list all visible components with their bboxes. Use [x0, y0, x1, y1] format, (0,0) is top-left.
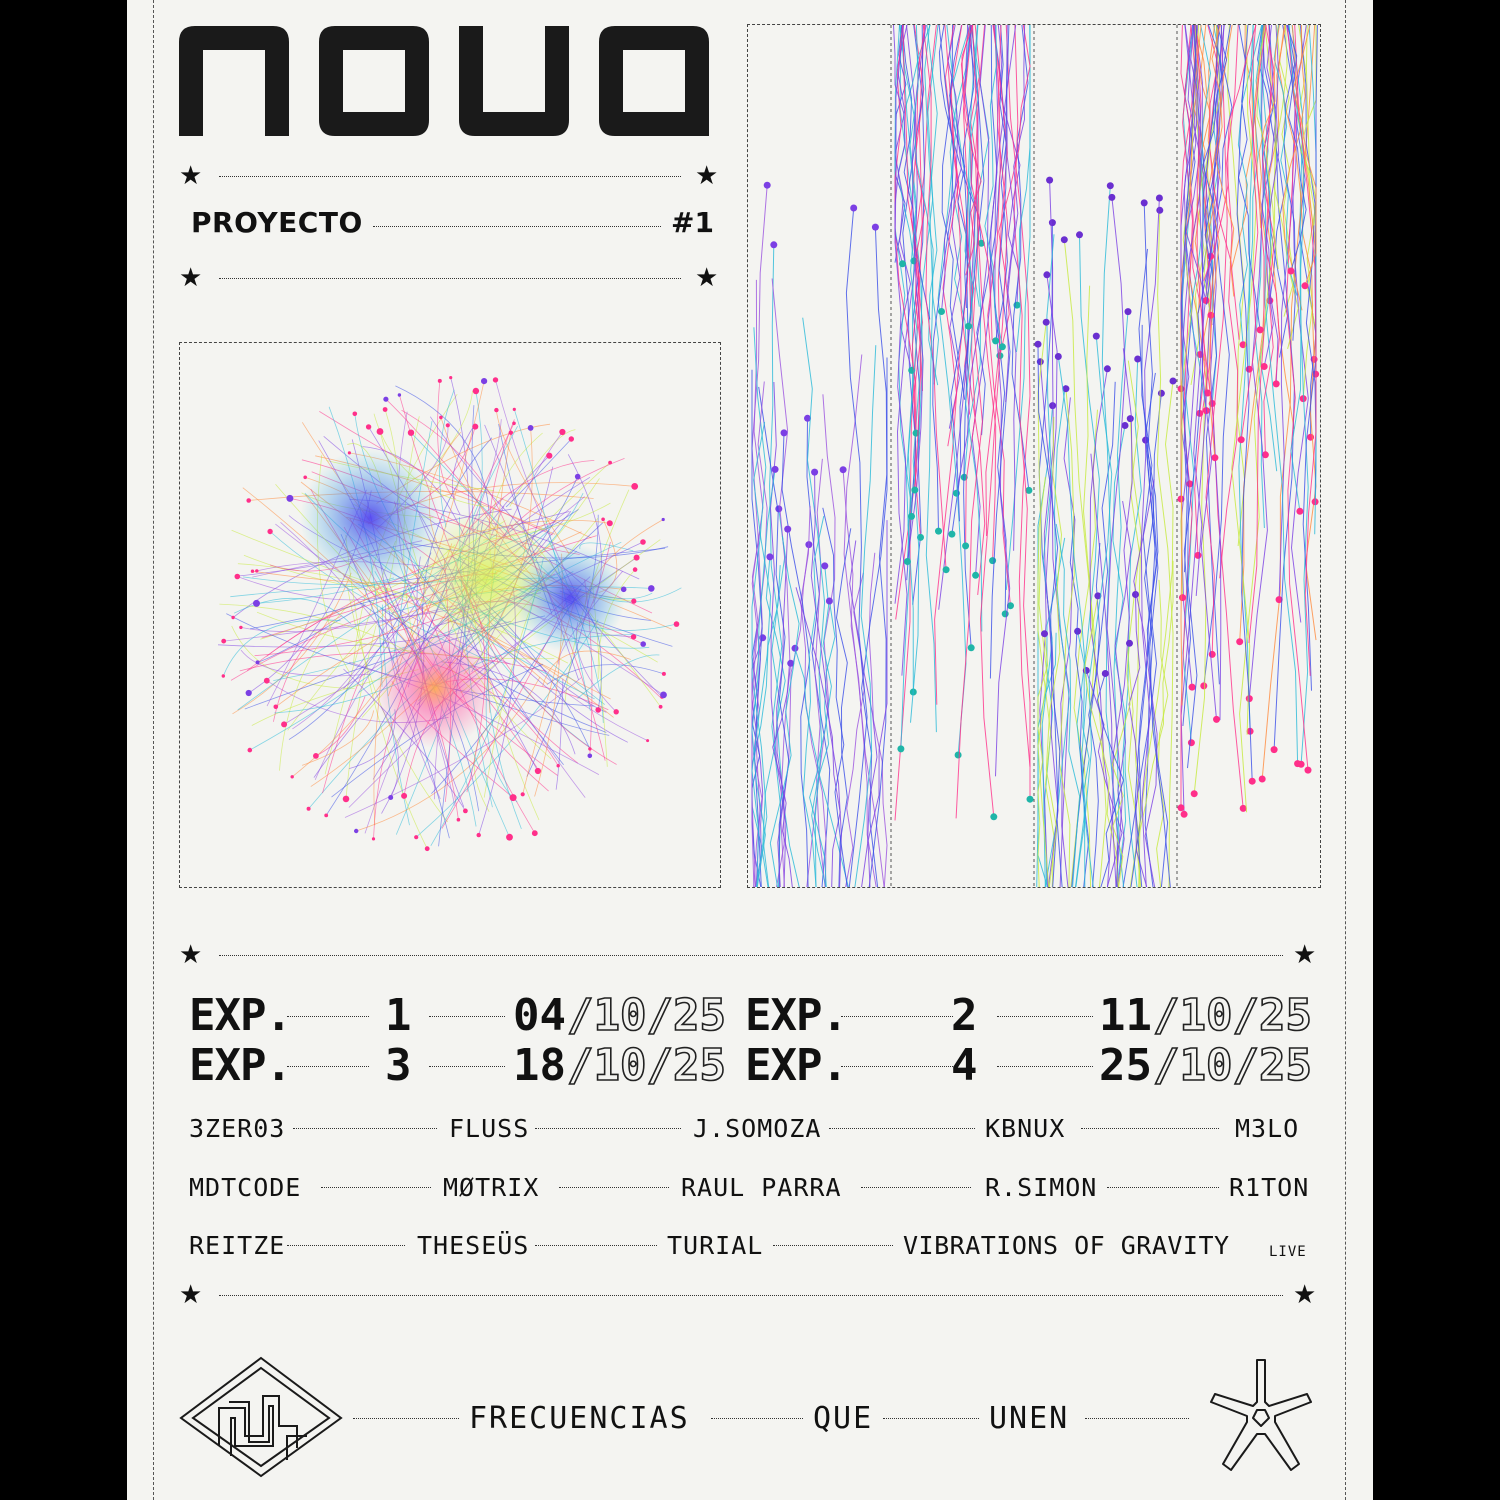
exp-label: EXP.: [189, 1040, 291, 1091]
footer-leader-line: [353, 1418, 459, 1419]
exp-day: 25: [1099, 1040, 1152, 1091]
poster: [127, 0, 1373, 1500]
artist-name: MDTCODE: [189, 1173, 302, 1202]
star-icon: ★: [695, 263, 719, 293]
exp-leader-line: [287, 1016, 369, 1017]
artist-name: REITZE: [189, 1231, 286, 1260]
artist-name: KBNUX: [985, 1114, 1066, 1143]
artist-leader-line: [773, 1245, 893, 1246]
exp-leader-line: [997, 1016, 1093, 1017]
exp-day: 04: [513, 990, 566, 1041]
star-icon: ★: [1293, 940, 1317, 970]
exp-label: EXP.: [745, 990, 847, 1041]
artist-name: R1TON: [1229, 1173, 1310, 1202]
artist-leader-line: [321, 1187, 431, 1188]
exp-leader-line: [287, 1066, 369, 1067]
exp-date-rest: /10/25: [567, 1040, 726, 1091]
star-icon: ★: [179, 940, 203, 970]
star-icon: ★: [179, 1280, 203, 1310]
exp-leader-line: [997, 1066, 1093, 1067]
exp-label: EXP.: [745, 1040, 847, 1091]
artist-leader-line: [535, 1128, 681, 1129]
live-badge: LIVE: [1269, 1244, 1307, 1260]
artist-leader-line: [293, 1128, 437, 1129]
tagline-word: QUE: [813, 1401, 874, 1436]
separator-line: [219, 955, 1283, 956]
footer-leader-line: [883, 1418, 979, 1419]
artist-leader-line: [287, 1245, 405, 1246]
left-border-line: [153, 0, 154, 1500]
artist-leader-line: [861, 1187, 971, 1188]
artist-leader-line: [829, 1128, 975, 1129]
star-icon: ★: [179, 161, 203, 191]
project-number: #1: [671, 206, 714, 239]
exp-leader-line: [841, 1016, 953, 1017]
artist-name: 3ZER03: [189, 1114, 286, 1143]
exp-date-rest: /10/25: [1153, 1040, 1312, 1091]
exp-number: 2: [951, 990, 978, 1041]
artist-name: VIBRATIONS OF GRAVITY: [903, 1231, 1230, 1260]
artist-leader-line: [1081, 1128, 1219, 1129]
exp-leader-line: [429, 1066, 505, 1067]
exp-number: 1: [385, 990, 412, 1041]
exp-leader-line: [841, 1066, 953, 1067]
circle-artwork: [180, 343, 720, 887]
artist-name: R.SIMON: [985, 1173, 1098, 1202]
exp-item-4: [745, 1040, 1325, 1091]
exp-day: 11: [1099, 990, 1152, 1041]
star-icon: ★: [1293, 1280, 1317, 1310]
separator-line: [219, 278, 681, 279]
project-label: PROYECTO: [191, 206, 363, 239]
exp-number: 4: [951, 1040, 978, 1091]
artist-name: MØTRIX: [443, 1173, 540, 1202]
tagline-word: UNEN: [989, 1401, 1070, 1436]
asterisk-star-icon: [1199, 1354, 1323, 1480]
exp-leader-line: [429, 1016, 505, 1017]
strip-artwork-frame: [747, 24, 1321, 888]
artist-name: FLUSS: [449, 1114, 530, 1143]
separator-line: [219, 176, 681, 177]
star-icon: ★: [695, 161, 719, 191]
star-icon: ★: [179, 263, 203, 293]
exp-date-rest: /10/25: [1153, 990, 1312, 1041]
right-border-line: [1345, 0, 1346, 1500]
artist-name: TURIAL: [667, 1231, 764, 1260]
noua-logo: [177, 20, 725, 140]
maze-diamond-icon: [179, 1356, 343, 1478]
artist-name: THESEÜS: [417, 1231, 530, 1260]
artist-leader-line: [559, 1187, 669, 1188]
tagline-word: FRECUENCIAS: [469, 1401, 690, 1436]
strip-artwork: [748, 25, 1320, 887]
exp-item-2: [745, 990, 1325, 1041]
project-leader-line: [373, 226, 661, 227]
artist-name: J.SOMOZA: [693, 1114, 822, 1143]
exp-label: EXP.: [189, 990, 291, 1041]
circle-artwork-frame: [179, 342, 721, 888]
artist-leader-line: [535, 1245, 657, 1246]
exp-item-1: [189, 990, 729, 1041]
footer-leader-line: [711, 1418, 803, 1419]
exp-date-rest: /10/25: [567, 990, 726, 1041]
artist-name: RAUL PARRA: [681, 1173, 842, 1202]
exp-item-3: [189, 1040, 729, 1091]
exp-number: 3: [385, 1040, 412, 1091]
exp-day: 18: [513, 1040, 566, 1091]
artist-name: M3LO: [1235, 1114, 1300, 1143]
footer-leader-line: [1085, 1418, 1189, 1419]
artist-leader-line: [1107, 1187, 1219, 1188]
separator-line: [219, 1295, 1283, 1296]
